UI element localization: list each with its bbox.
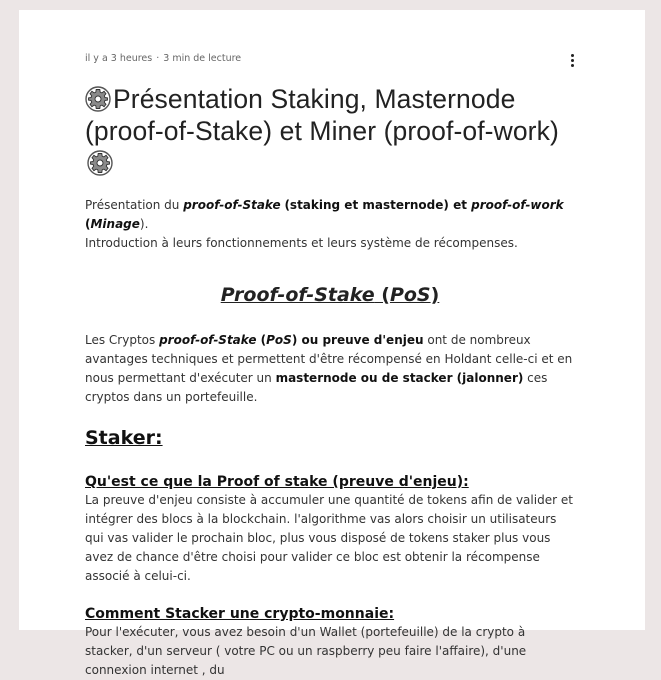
- more-options-icon[interactable]: [563, 50, 581, 70]
- intro-term-pow: proof-of-work: [471, 198, 564, 212]
- staker-heading: Staker:: [85, 427, 163, 449]
- pos-heading-abbr: PoS: [389, 284, 431, 306]
- post-title-text: Présentation Staking, Masternode (proof-of-Stake) et Miner (proof-of-work): [85, 84, 559, 146]
- pos-question-text: La preuve d'enjeu consiste à accumuler une quantité de tokens afin de valider et intégrer des blocs à la blockchain. l'algorithme vas alors choisir un utilisateurs qui vas valider le prochain bloc, plus vous disposé de tokens staker plus vous avez de chance d'être choisi pour valider ce bloc est obtenir la récompense associé à celui-ci.: [85, 493, 573, 583]
- pos-term-masternode: masternode ou de stacker (jalonner): [275, 371, 524, 385]
- pos-text: ces cryptos dans un portefeuille.: [85, 371, 548, 404]
- intro-text: ).: [139, 217, 149, 231]
- pos-term-preuve: ou preuve d'enjeu: [301, 333, 424, 347]
- gear-icon: [85, 86, 111, 112]
- pos-text: ): [291, 333, 302, 347]
- intro-text: et: [448, 198, 472, 212]
- pos-question-heading: Qu'est ce que la Proof of stake (preuve d'enjeu):: [85, 474, 469, 490]
- pos-term-abbr: PoS: [266, 333, 292, 347]
- post-content: [85, 83, 575, 680]
- pos-text: ont de nombreux avantages techniques et permettent d'être récompensé en Holdant celle-ci et en nous permettant d'exécuter un: [85, 333, 573, 385]
- pos-paragraph: [85, 331, 575, 407]
- how-to-stake-text: Pour l'exécuter, vous avez besoin d'un Wallet (portefeuille) de la crypto à stacker, d'un serveur ( votre PC ou un raspberry peu faire l'affaire), d'une connexion internet , du: [85, 625, 527, 677]
- pos-term: proof-of-Stake: [159, 333, 257, 347]
- pos-heading: [85, 283, 575, 307]
- intro-term-pos: proof-of-Stake: [183, 198, 281, 212]
- blog-post-card: [19, 10, 645, 677]
- post-meta: [85, 53, 241, 64]
- post-title: [85, 83, 575, 179]
- intro-term-staking: (staking et masternode): [284, 198, 449, 212]
- intro-line-2: Introduction à leurs fonctionnements et leurs système de récompenses.: [85, 236, 518, 250]
- pos-heading-main: Proof-of-Stake: [220, 284, 375, 306]
- pos-text: Les Cryptos: [85, 333, 160, 347]
- gear-icon: [87, 150, 113, 176]
- pos-heading-paren: (: [374, 284, 390, 306]
- post-read-time: 3 min de lecture: [163, 53, 242, 64]
- pos-text: (: [256, 333, 267, 347]
- intro-text: Présentation du: [85, 198, 184, 212]
- how-to-stake-heading: Comment Stacker une crypto-monnaie:: [85, 606, 395, 622]
- meta-separator: ·: [156, 53, 160, 64]
- intro-paragraph: [85, 196, 575, 253]
- post-time-ago: il y a 3 heures: [85, 53, 153, 64]
- pos-heading-paren: ): [430, 284, 440, 306]
- intro-text: (: [85, 217, 91, 231]
- intro-term-minage: Minage: [90, 217, 140, 231]
